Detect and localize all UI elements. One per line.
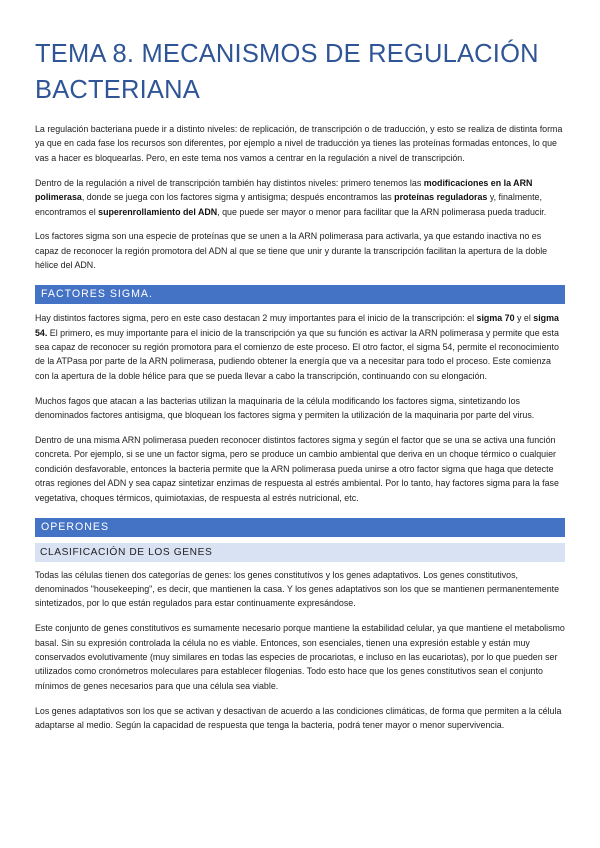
page-title: TEMA 8. MECANISMOS DE REGULACIÓN BACTERIANA: [35, 40, 539, 104]
bold-term: sigma 54.: [35, 313, 559, 338]
text-run: , donde se juega con los factores sigma y antisigma; después encontramos las: [81, 192, 395, 203]
subsection-heading-clasificacion: CLASIFICACIÓN DE LOS GENES: [35, 543, 565, 562]
text-run: , que puede ser mayor o menor para facilitar que la ARN polimerasa pueda traducir.: [217, 206, 547, 217]
text-run: El primero, es muy importante para el inicio de la transcripción ya que su función es activar la ARN polimerasa y permite que esta sea capaz de reconocer su región promotora para el comienzo de este proceso. El otro factor, el sigma 54, permite el reconocimiento de la ATPasa por parte de la ARN polimerasa, pudiendo obtener la energía que va a necesitar para todo el proceso. Este comienza con la apertura de la doble hélice para que se pueda llevar a cabo la transcripción, continuando con su elongación.: [35, 327, 559, 381]
intro-paragraph-1: La regulación bacteriana puede ir a distinto niveles: de replicación, de transcripción o de traducción, y esto se realiza de distinta forma ya que en cada fase los recursos son diferentes, por ejemplo a nivel de traducción ya tienes las proteínas formadas entonces, lo que vas a hacer es bloquearlas. Pero, en este tema nos vamos a centrar en la regulación a nivel de transcripción.: [35, 124, 563, 163]
bold-term: modificaciones en la ARN polimerasa: [35, 177, 533, 203]
bold-term: proteínas reguladoras: [394, 192, 488, 203]
bold-term: sigma 70: [476, 313, 515, 324]
text-run: y, finalmente, encontramos el: [35, 192, 542, 217]
intro-paragraph-3: Los factores sigma son una especie de proteínas que se unen a la ARN polimerasa para activarla, ya que estando inactiva no es capaz de reconocer la región promotora del ADN al que se tiene que unir y durante la transcripción facilitan la apertura de la doble hélice del ADN.: [35, 231, 548, 271]
genes-paragraph-3: Los genes adaptativos son los que se activan y desactivan de acuerdo a las condiciones climáticas, de forma que permiten a la célula adaptarse al medio. Según la capacidad de respuesta que tenga la bacteria, podrá tener mayor o menor supervivencia.: [35, 705, 562, 731]
bold-term: superenrollamiento del ADN: [98, 206, 218, 217]
sigma-paragraph-2: Muchos fagos que atacan a las bacterias utilizan la maquinaria de la célula modificando los factores sigma, sintetizando los denominados factores antisigma, que bloquean los factores sigma y permiten la utilización de la maquinaria por parte del virus.: [35, 395, 535, 421]
sigma-paragraph-1: [35, 311, 565, 383]
text-run: Dentro de la regulación a nivel de transcripción también hay distintos niveles: primero tenemos las: [35, 177, 424, 188]
genes-paragraph-1: Todas las células tienen dos categorías de genes: los genes constitutivos y los genes adaptativos. Los genes constitutivos, denominados "housekeeping", es decir, que mantienen la casa. Y los genes adaptativos son los que se mantienen permanentemente sintetizados, por lo que están regulados para estar continuamente expresándose.: [35, 569, 560, 609]
text-run: Hay distintos factores sigma, pero en este caso destacan 2 muy importantes para el inicio de la transcripción: el: [35, 313, 477, 324]
sigma-paragraph-3: Dentro de una misma ARN polimerasa pueden reconocer distintos factores sigma y según el factor que se una se activa una función concreta. Por ejemplo, si se une un factor sigma, pero se produce un cambio ambiental que deriva en un choque térmico o cualquier condición desfavorable, entonces la bacteria permite que la ARN polimerasa pueda unirse a otro factor sigma que haga que detecte otras regiones del ADN y sea capaz sintetizar enzimas de respuesta al estrés ambiental. Por lo tanto, hay factores sigma para la fase vegetativa, choques térmicos, quimiotaxias, de respuesta al estrés nutricional, etc.: [35, 435, 559, 503]
genes-paragraph-2: Este conjunto de genes constitutivos es sumamente necesario porque mantiene la estabilidad celular, ya que mantiene el metabolismo basal. Sin su expresión controlada la célula no es viable. Entonces, son esenciales, tienen una expresión estable y están muy conservados evolutivamente (muy similares en todas las especies de procariotas, e incluso en las eucariotas), por lo que pueden ser utilizados como cronómetros moleculares para establecer filogenias. Todo esto hace que los genes constitutivos sean el conjunto mínimos de genes necesarios para que una célula sea viable.: [35, 623, 565, 691]
intro-paragraph-2: [35, 176, 565, 219]
section-heading-operones: OPERONES: [35, 518, 565, 537]
section-heading-factores-sigma: FACTORES SIGMA.: [35, 285, 565, 304]
text-run: y el: [514, 313, 534, 324]
